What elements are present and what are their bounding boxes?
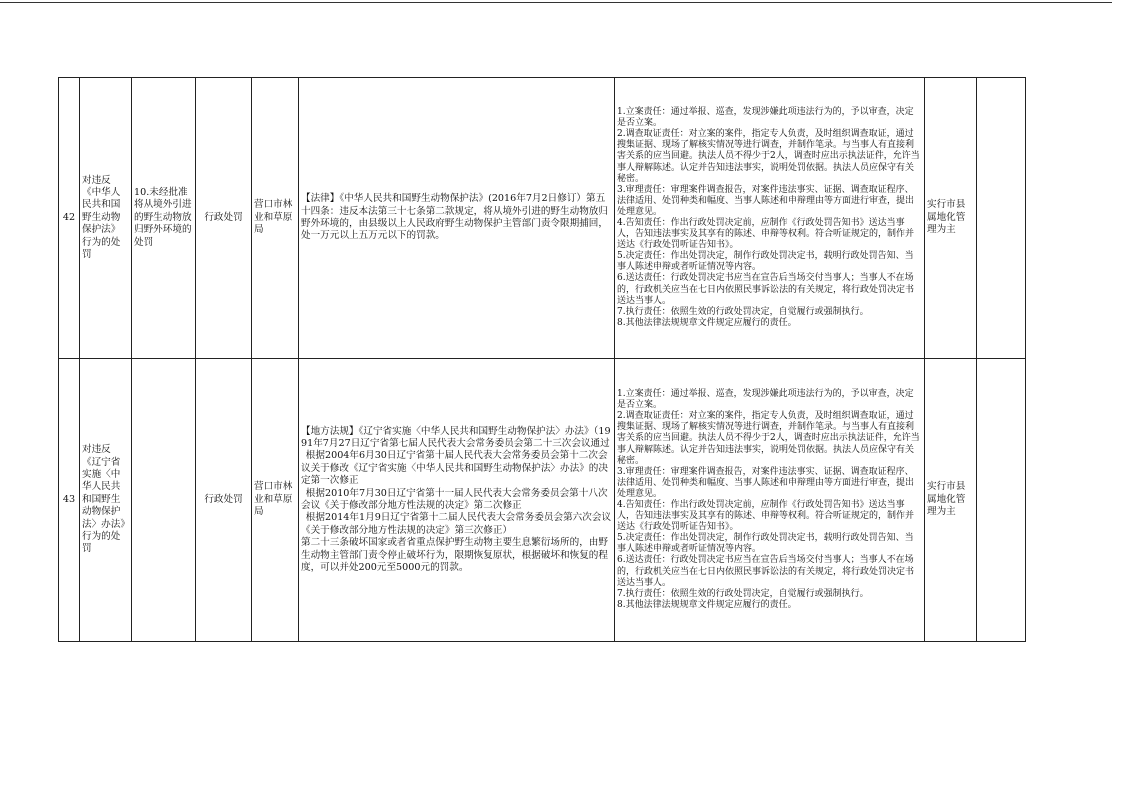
department: 营口市林业和草原局 bbox=[252, 359, 299, 642]
responsibility-item: 6.送达责任：行政处罚决定书应当在宣告后当场交付当事人；当事人不在场的，行政机关应当在七日内依照民事诉讼法的有关规定，将行政处罚决定书送达当事人。 bbox=[617, 555, 915, 588]
power-type: 行政处罚 bbox=[196, 78, 252, 359]
table-row bbox=[59, 359, 1026, 642]
responsibilities bbox=[615, 359, 925, 642]
legal-basis bbox=[299, 78, 615, 359]
responsibility-item: 7.执行责任：依照生效的行政处罚决定，自觉履行或强制执行。 bbox=[617, 306, 869, 317]
responsibility-item: 1.立案责任：通过举报、巡查，发现涉嫌此项违法行为的，予以审查，决定是否立案。 bbox=[617, 389, 914, 411]
legal-basis-line: 根据2004年6月30日辽宁省第十届人民代表大会常务委员会第十二次会议关于修改《辽宁省实施〈中华人民共和国野生动物保护法〉办法》的决定第一次修正 bbox=[301, 450, 608, 487]
blank-cell bbox=[977, 78, 1026, 359]
item-name: 对违反《中华人民共和国野生动物保护法》行为的处罚 bbox=[80, 78, 132, 359]
legal-basis-line: 【地方法规】《辽宁省实施〈中华人民共和国野生动物保护法〉办法》（1991年7月27日辽宁省第七届人民代表大会常务委员会第二十三次会议通过 bbox=[301, 425, 611, 449]
management-level: 实行市县属地化管理为主 bbox=[925, 359, 977, 642]
responsibility-item: 7.执行责任：依照生效的行政处罚决定，自觉履行或强制执行。 bbox=[617, 588, 869, 599]
responsibility-item: 3.审理责任：审理案件调查报告，对案件违法事实、证据、调查取证程序、法律适用、处罚种类和幅度、当事人陈述和申辩理由等方面进行审查，提出处理意见。 bbox=[617, 466, 915, 499]
sub-item-name bbox=[132, 359, 196, 642]
legal-basis-line: 【法律】《中华人民共和国野生动物保护法》(2016年7月2日修订）第五十四条：违反本法第三十七条第二款规定，将从境外引进的野生动物放归野外环境的，由县级以上人民政府野生动物保护主管部门责令限期捕回，处一万元以上五万元以下的罚款。 bbox=[301, 193, 608, 242]
responsibility-item: 8.其他法律法规规章文件规定应履行的责任。 bbox=[617, 599, 797, 610]
responsibility-item: 6.送达责任：行政处罚决定书应当在宣告后当场交付当事人；当事人不在场的，行政机关应当在七日内依照民事诉讼法的有关规定，将行政处罚决定书送达当事人。 bbox=[617, 273, 915, 306]
department: 营口市林业和草原局 bbox=[252, 78, 299, 359]
responsibility-item: 2.调查取证责任：对立案的案件，指定专人负责，及时组织调查取证，通过搜集证据、现场了解核实情况等进行调查，并制作笔录。与当事人有直接利害关系的应当回避。执法人员不得少于2人，调查时应出示执法证件，允许当事人辩解陈述。认定并告知违法事实，说明处罚依据。执法人员应保守有关秘密。 bbox=[617, 411, 920, 466]
management-level: 实行市县属地化管理为主 bbox=[925, 78, 977, 359]
row-number: 43 bbox=[59, 359, 80, 642]
blank-cell bbox=[977, 359, 1026, 642]
responsibility-item: 2.调查取证责任：对立案的案件，指定专人负责，及时组织调查取证，通过搜集证据、现场了解核实情况等进行调查，并制作笔录。与当事人有直接利害关系的应当回避。执法人员不得少于2人，调查时应出示执法证件，允许当事人辩解陈述。认定并告知违法事实，说明处罚依据。执法人员应保守有关秘密。 bbox=[617, 129, 920, 184]
responsibility-item: 1.立案责任：通过举报、巡查，发现涉嫌此项违法行为的，予以审查，决定是否立案。 bbox=[617, 107, 914, 129]
responsibility-item: 5.决定责任：作出处罚决定，制作行政处罚决定书，载明行政处罚告知、当事人陈述申辩或者听证情况等内容。 bbox=[617, 251, 914, 273]
item-name: 对违反《辽宁省实施〈中华人民共和国野生动物保护法〉办法》行为的处罚 bbox=[80, 359, 132, 642]
responsibilities bbox=[615, 78, 925, 359]
responsibility-item: 4.告知责任：作出行政处罚决定前，应制作《行政处罚告知书》送达当事人，告知违法事实及其享有的陈述、申辩等权利。符合听证规定的，制作并送达《行政处罚听证告知书》。 bbox=[617, 500, 915, 533]
legal-basis-line: 第二十三条破坏国家或者省重点保护野生动物主要生息繁衍场所的，由野生动物主管部门责令停止破坏行为，限期恢复原状，根据破坏和恢复的程度，可以并处200元至5000元的罚款。 bbox=[301, 537, 608, 574]
responsibility-item: 4.告知责任：作出行政处罚决定前，应制作《行政处罚告知书》送达当事人，告知违法事实及其享有的陈述、申辩等权利。符合听证规定的，制作并送达《行政处罚听证告知书》。 bbox=[617, 218, 915, 251]
responsibility-item: 8.其他法律法规规章文件规定应履行的责任。 bbox=[617, 317, 797, 328]
power-type: 行政处罚 bbox=[196, 359, 252, 642]
power-list-table bbox=[58, 77, 1026, 642]
legal-basis-line: 根据2014年1月9日辽宁省第十二届人民代表大会常务委员会第六次会议《关于修改部分地方性法规的决定》第三次修正） bbox=[301, 512, 612, 536]
row-number: 42 bbox=[59, 78, 80, 359]
legal-basis bbox=[299, 359, 615, 642]
responsibility-item: 5.决定责任：作出处罚决定，制作行政处罚决定书，载明行政处罚告知、当事人陈述申辩或者听证情况等内容。 bbox=[617, 533, 914, 555]
responsibility-item: 3.审理责任：审理案件调查报告，对案件违法事实、证据、调查取证程序、法律适用、处罚种类和幅度、当事人陈述和申辩理由等方面进行审查，提出处理意见。 bbox=[617, 184, 915, 217]
page-top-rule bbox=[0, 2, 1112, 3]
legal-basis-line: 根据2010年7月30日辽宁省第十一届人民代表大会常务委员会第十八次会议《关于修改部分地方性法规的决定》第二次修正 bbox=[301, 487, 608, 511]
sub-item-name: 10.未经批准将从境外引进的野生动物放归野外环境的处罚 bbox=[132, 78, 196, 359]
table-row bbox=[59, 78, 1026, 359]
